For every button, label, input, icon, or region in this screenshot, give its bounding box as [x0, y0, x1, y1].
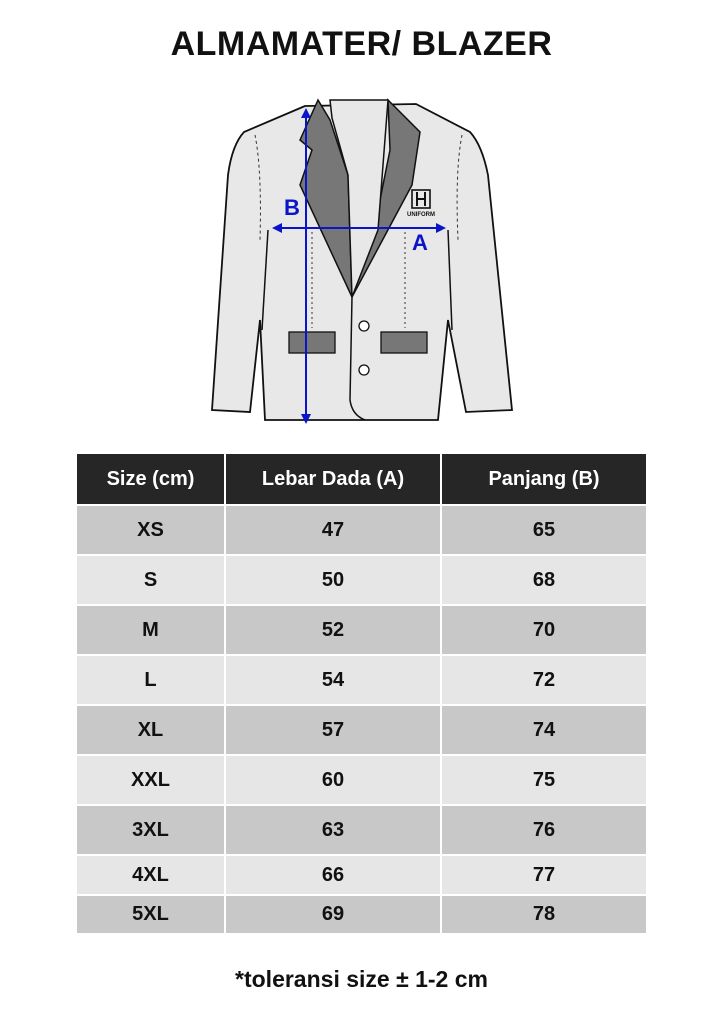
cell-size: XL — [77, 705, 225, 755]
table-row — [77, 805, 646, 855]
cell-length: 75 — [441, 755, 646, 805]
header-size: Size (cm) — [77, 454, 225, 505]
tolerance-note: *toleransi size ± 1-2 cm — [235, 966, 488, 992]
cell-chest-width: 63 — [225, 805, 441, 855]
cell-length: 72 — [441, 655, 646, 705]
table-row — [77, 755, 646, 805]
blazer-illustration — [195, 90, 535, 435]
cell-chest-width: 47 — [225, 505, 441, 555]
cell-size: M — [77, 605, 225, 655]
cell-length: 74 — [441, 705, 646, 755]
logo-text: UNIFORM — [407, 212, 435, 218]
button-bottom — [359, 365, 369, 375]
cell-length: 70 — [441, 605, 646, 655]
cell-length: 77 — [441, 855, 646, 895]
table-row — [77, 555, 646, 605]
cell-size: L — [77, 655, 225, 705]
cell-size: 4XL — [77, 855, 225, 895]
cell-chest-width: 60 — [225, 755, 441, 805]
cell-size: 5XL — [77, 895, 225, 933]
header-length: Panjang (B) — [441, 454, 646, 505]
table-row — [77, 605, 646, 655]
cell-size: 3XL — [77, 805, 225, 855]
cell-chest-width: 69 — [225, 895, 441, 933]
right-pocket — [381, 332, 427, 353]
cell-size: XS — [77, 505, 225, 555]
page-title: ALMAMATER/ BLAZER — [170, 25, 553, 63]
size-chart-table — [77, 454, 646, 933]
table-header-row — [77, 454, 646, 505]
cell-size: S — [77, 555, 225, 605]
cell-chest-width: 57 — [225, 705, 441, 755]
table-row — [77, 855, 646, 895]
header-chest-width: Lebar Dada (A) — [225, 454, 441, 505]
cell-length: 78 — [441, 895, 646, 933]
cell-length: 65 — [441, 505, 646, 555]
table-row — [77, 895, 646, 933]
cell-chest-width: 50 — [225, 555, 441, 605]
table-row — [77, 705, 646, 755]
cell-chest-width: 52 — [225, 605, 441, 655]
label-b: B — [284, 195, 300, 220]
cell-chest-width: 66 — [225, 855, 441, 895]
cell-size: XXL — [77, 755, 225, 805]
label-a: A — [412, 230, 428, 255]
cell-length: 68 — [441, 555, 646, 605]
button-top — [359, 321, 369, 331]
cell-length: 76 — [441, 805, 646, 855]
table-row — [77, 655, 646, 705]
cell-chest-width: 54 — [225, 655, 441, 705]
left-pocket — [289, 332, 335, 353]
table-row — [77, 505, 646, 555]
